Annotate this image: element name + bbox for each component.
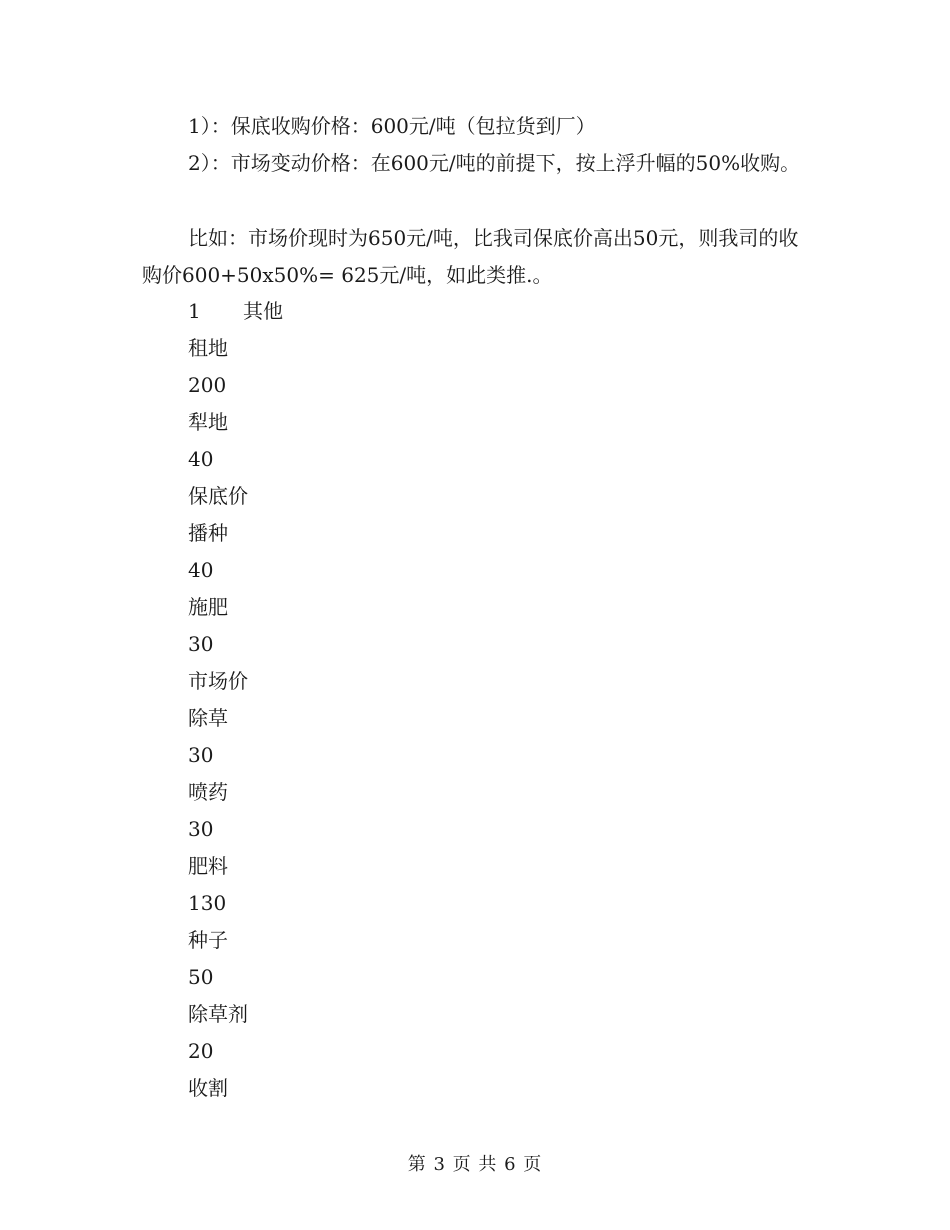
- list-item: 30: [188, 743, 214, 767]
- other-section-heading: [188, 298, 283, 324]
- list-item: 30: [188, 632, 214, 656]
- list-item: 130: [188, 891, 227, 915]
- list-item: 20: [188, 1039, 214, 1063]
- list-item: 保底价: [188, 484, 248, 508]
- list-item: 40: [188, 558, 214, 582]
- other-section-number: 1: [188, 299, 201, 323]
- paragraph-market-price: 2）：市场变动价格：在600元/吨的前提下，按上浮升幅的50%收购。: [188, 151, 801, 175]
- list-item: 除草剂: [188, 1002, 248, 1026]
- list-item: 租地: [188, 336, 228, 360]
- list-item: 犁地: [188, 410, 228, 434]
- list-item: 播种: [188, 521, 228, 545]
- list-item: 200: [188, 373, 227, 397]
- list-item: 50: [188, 965, 214, 989]
- list-item: 收割: [188, 1076, 228, 1100]
- list-item: 市场价: [188, 669, 248, 693]
- page-footer: 第 3 页 共 6 页: [407, 1154, 543, 1175]
- list-item: 种子: [188, 928, 228, 952]
- list-item: 40: [188, 447, 214, 471]
- list-item: 肥料: [188, 854, 228, 878]
- list-item: 施肥: [188, 595, 228, 619]
- paragraph-guaranteed-price: 1）：保底收购价格：600元/吨（包拉货到厂）: [188, 114, 596, 138]
- paragraph-example: 比如：市场价现时为650元/吨，比我司保底价高出50元，则我司的收购价600+50x50%= 625元/吨，如此类推.。: [142, 226, 799, 287]
- list-item: 30: [188, 817, 214, 841]
- list-item: 喷药: [188, 780, 228, 804]
- list-item: 除草: [188, 706, 228, 730]
- other-section-label: 其他: [243, 299, 283, 323]
